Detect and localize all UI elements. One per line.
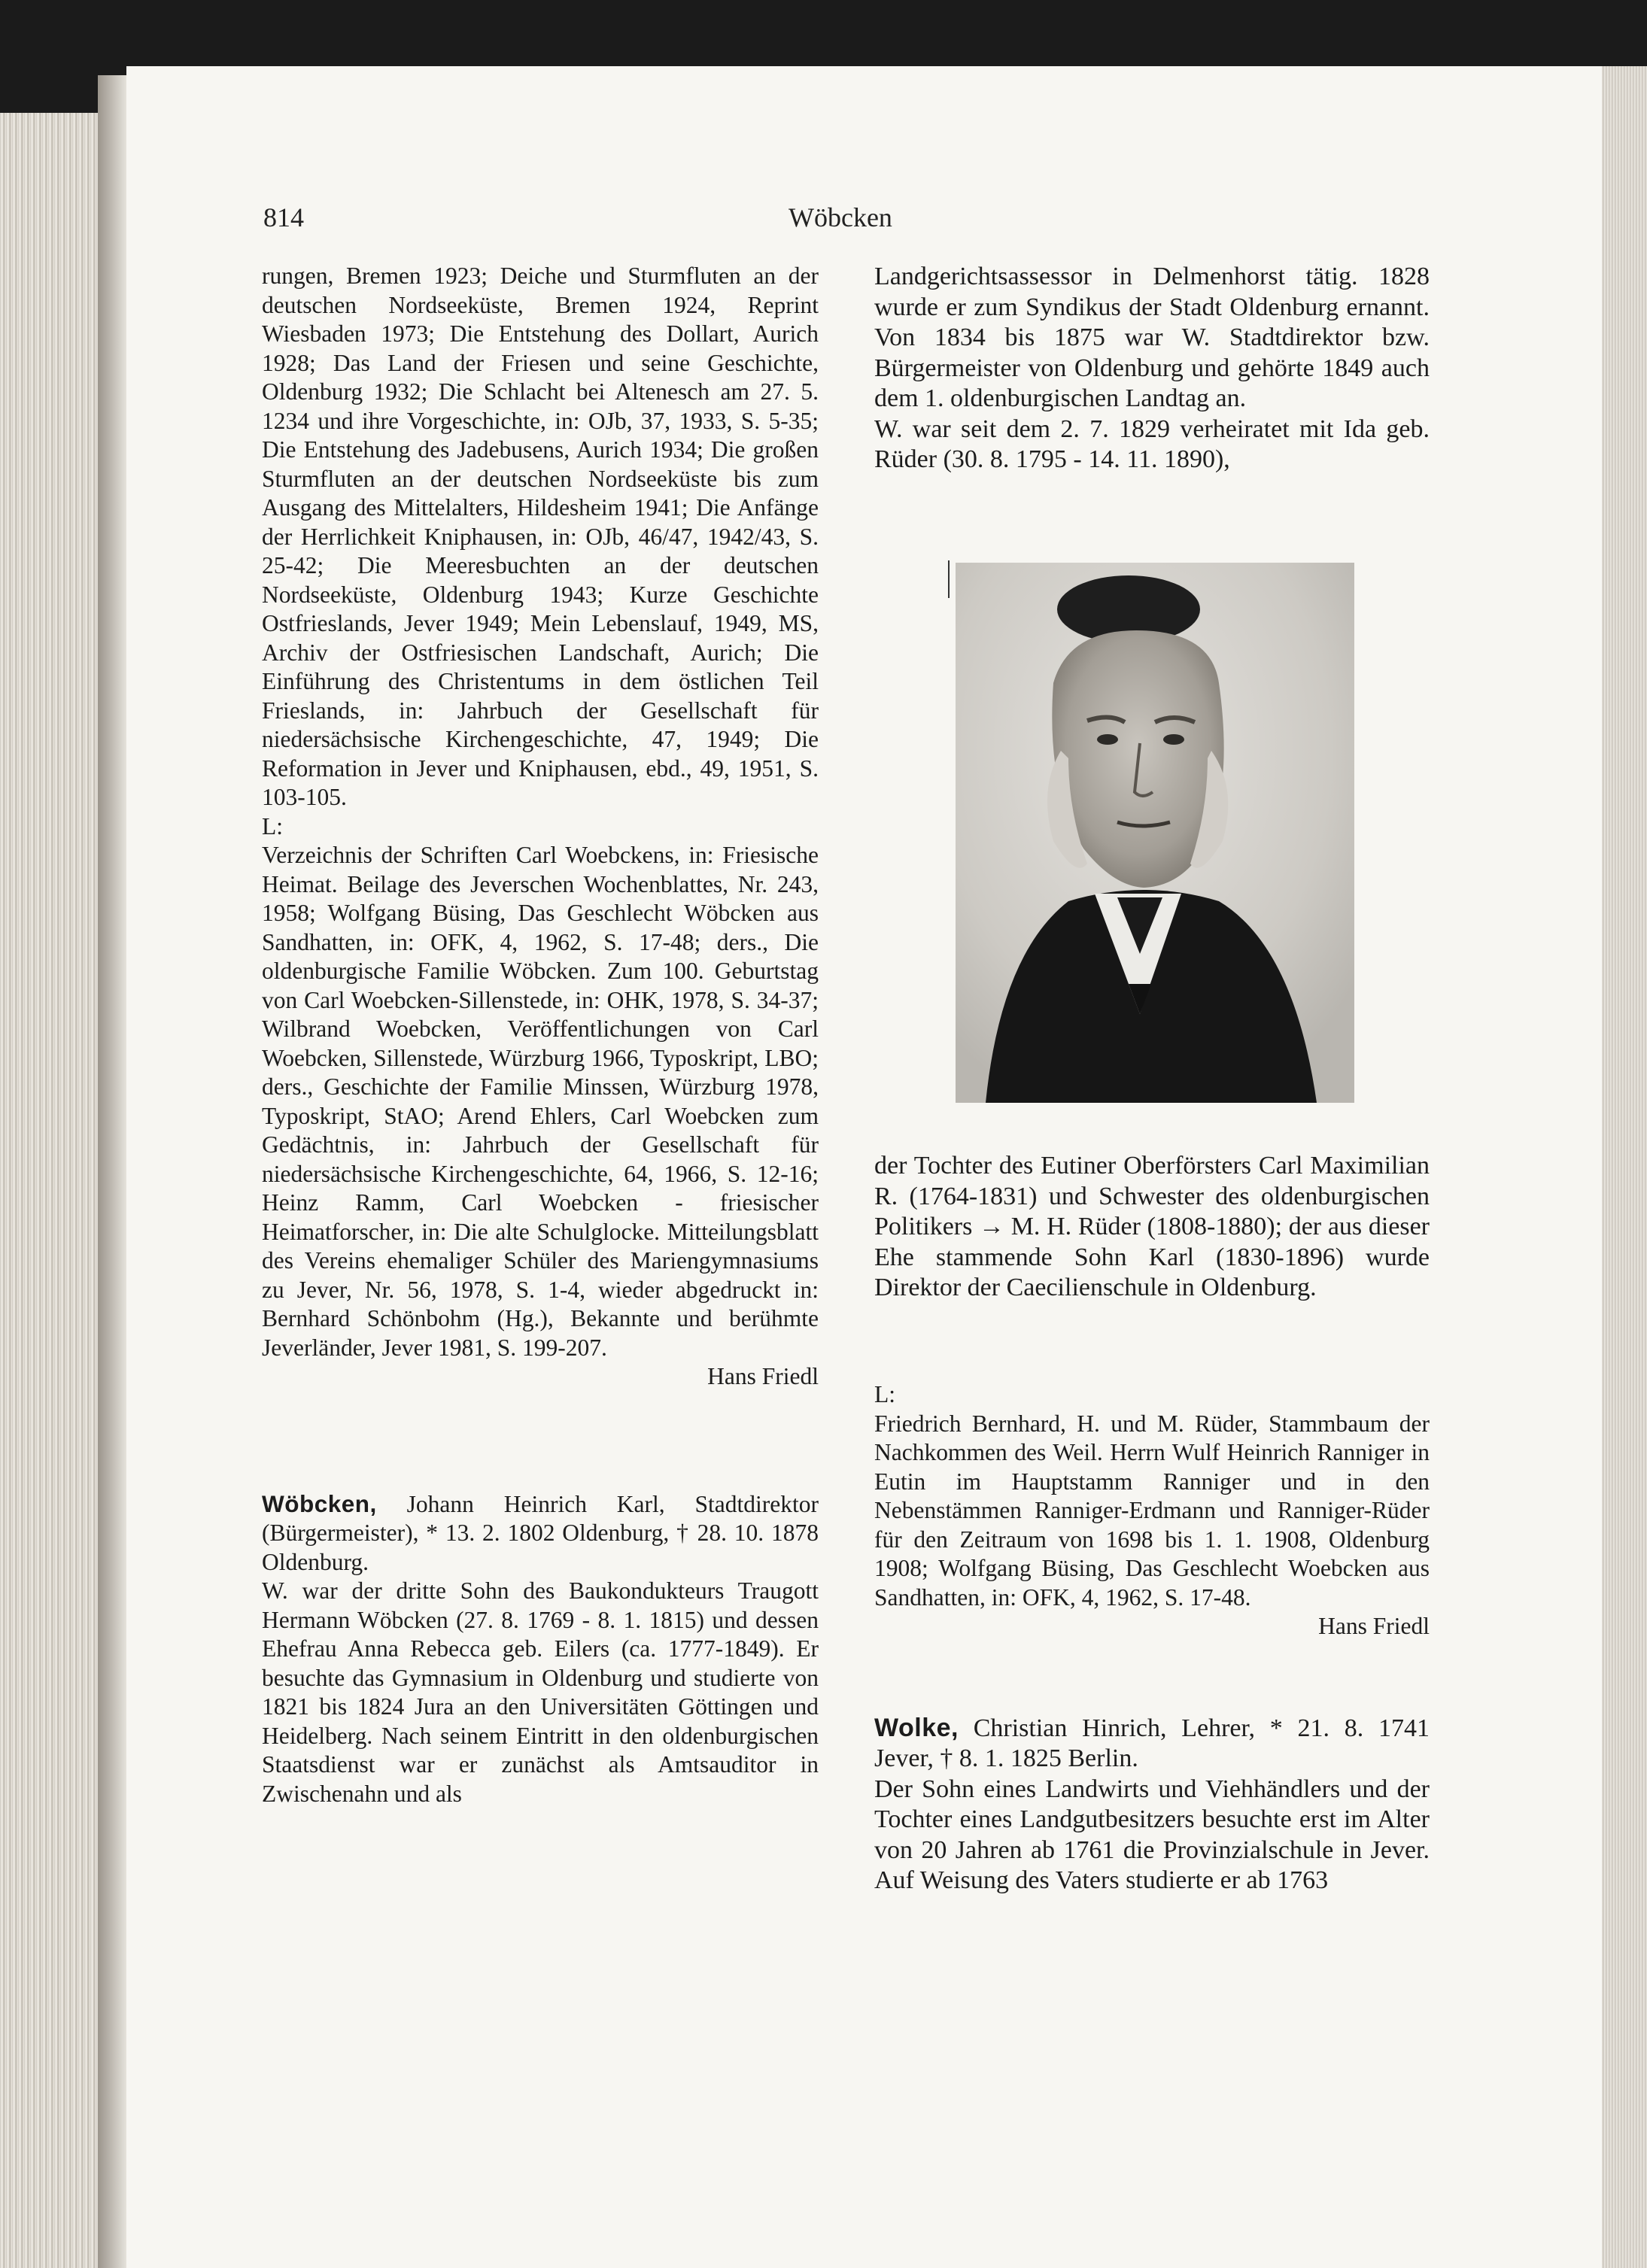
- book-page-edges: [0, 113, 105, 2268]
- page-header-title: Wöbcken: [789, 202, 892, 232]
- entry2-text: W. war der dritte Sohn des Baukondukteurs Traugott Hermann Wöbcken (27. 8. 1769 - 8. 1. 1815) und dessen Ehefrau Anna Rebecca geb. Eilers (ca. 1777-1849). Er besuchte das Gymnasium in Oldenburg und studierte von 1821 bis 1824 Jura an den Universitäten Göttingen und Heidelberg. Nach seinem Eintritt in den oldenburgischen Staatsdienst war er zunächst als Amtsauditor in Zwischenahn und als: [262, 1577, 819, 1807]
- entry1-literature: Verzeichnis der Schriften Carl Woebckens, in: Friesische Heimat. Beilage des Jeverschen Wochenblattes, Nr. 243, 1958; Wolfgang Büsing, Das Geschlecht Wöbcken aus Sandhatten, in: OFK, 4, 1962, S. 17-48; ders., Die oldenburgische Familie Wöbcken. Zum 100. Geburtstag von Carl Woebcken-Sillenstede, in: OHK, 1978, S. 34-37; Wilbrand Woebcken, Veröffentlichungen von Carl Woebcken, Sillenstede, Würzburg 1966, Typoskript, LBO; ders., Geschichte der Familie Minssen, Würzburg 1978, Typoskript, StAO; Arend Ehlers, Carl Woebcken zum Gedächtnis, in: Jahrbuch der Gesellschaft für niedersächsische Kirchengeschichte, 64, 1966, S. 12-16; Heinz Ramm, Carl Woebcken - friesischer Heimatforscher, in: Die alte Schulglocke. Mitteilungsblatt des Vereins ehemaliger Schüler des Mariengymnasiums zu Jever, Nr. 56, 1978, S. 1-4, wieder abgedruckt in: Bernhard Schönbohm (Hg.), Bekannte und berühmte Jeverländer, Jever 1981, S. 199-207.: [262, 842, 819, 1361]
- entry3-name: Wolke,: [874, 1713, 959, 1742]
- entry3-heading: [874, 1713, 1430, 1775]
- entry1-author: Hans Friedl: [707, 1363, 819, 1389]
- entry2-head: Johann Heinrich Karl, Stadtdirektor (Bürgermeister), * 13. 2. 1802 Oldenburg, † 28. 10. 1878 Oldenburg.: [262, 1490, 819, 1575]
- entry2-continuation-3: der Tochter des Eutiner Oberförsters Carl Maximilian R. (1764-1831) und Schwester des oldenburgischen Politikers → M. H. Rüder (1808-1880); der aus dieser Ehe stammende Sohn Karl (1830-1896) wurde Direktor der Caecilienschule in Oldenburg.: [874, 1152, 1430, 1301]
- book-spine: [98, 75, 128, 2268]
- right-column-literature: [874, 1380, 1430, 1896]
- entry1-continuation: rungen, Bremen 1923; Deiche und Sturmfluten an der deutschen Nordseeküste, Bremen 1924, Reprint Wiesbaden 1973; Die Entstehung des Dollart, Aurich 1928; Das Land der Friesen und seine Geschichte, Oldenburg 1932; Die Schlacht bei Altenesch am 27. 5. 1234 und ihre Vorgeschichte, in: OJb, 37, 1933, S. 5-35; Die Entstehung des Jadebusens, Aurich 1934; Die großen Sturmfluten an der deutschen Nordseeküste bis zum Ausgang des Mittelalters, Hildesheim 1941; Die Anfänge der Herrlichkeit Kniphausen, in: OJb, 46/47, 1942/43, S. 25-42; Die Meeresbuchten an der deutschen Nordseeküste, Oldenburg 1943; Kurze Geschichte Ostfrieslands, Jever 1949; Mein Lebenslauf, 1949, MS, Archiv der Ostfriesischen Landschaft, Aurich; Die Einführung des Christentums in dem östlichen Teil Frieslands, in: Jahrbuch der Gesellschaft für niedersächsische Kirchengeschichte, 47, 1949; Die Reformation in Jever und Kniphausen, ebd., 49, 1951, S. 103-105.: [262, 263, 819, 810]
- entry2-author: Hans Friedl: [1318, 1613, 1430, 1639]
- entry3-text: Der Sohn eines Landwirts und Viehhändlers und der Tochter eines Landgutbesitzers besuchte erst im Alter von 20 Jahren ab 1761 die Provinzialschule in Jever. Auf Weisung des Vaters studierte er ab 1763: [874, 1775, 1430, 1894]
- portrait-photo: [956, 563, 1354, 1103]
- left-column: [262, 262, 819, 1808]
- right-column-after-photo: [874, 1151, 1430, 1304]
- entry3-head: Christian Hinrich, Lehrer, * 21. 8. 1741 Jever, † 8. 1. 1825 Berlin.: [874, 1714, 1430, 1772]
- entry2-continuation-1: Landgerichtsassessor in Delmenhorst tätig. 1828 wurde er zum Syndikus der Stadt Oldenburg ernannt. Von 1834 bis 1875 war W. Stadtdirektor bzw. Bürgermeister von Oldenburg und gehörte 1849 auch dem 1. oldenburgischen Landtag an.: [874, 263, 1430, 412]
- entry2-heading: [262, 1489, 819, 1577]
- entry2-continuation-2: W. war seit dem 2. 7. 1829 verheiratet mit Ida geb. Rüder (30. 8. 1795 - 14. 11. 1890),: [874, 414, 1430, 473]
- book-right-edge: [1602, 66, 1647, 2268]
- literature-label-2: L:: [874, 1381, 895, 1407]
- photo-corner-mark: [948, 560, 950, 598]
- literature-label: L:: [262, 812, 283, 839]
- entry2-literature: Friedrich Bernhard, H. und M. Rüder, Stammbaum der Nachkommen des Weil. Herrn Wulf Heinrich Ranniger in Eutin im Hauptstamm Ranniger und in den Nebenstämmen Ranniger-Erdmann und Ranniger-Rüder für den Zeitraum von 1698 bis 1. 1. 1908, Oldenburg 1908; Wolfgang Büsing, Das Geschlecht Woebcken aus Sandhatten, in: OFK, 4, 1962, S. 17-48.: [874, 1410, 1430, 1611]
- right-column-top: [874, 262, 1430, 475]
- page-number: 814: [263, 202, 304, 232]
- entry2-name: Wöbcken,: [262, 1489, 377, 1517]
